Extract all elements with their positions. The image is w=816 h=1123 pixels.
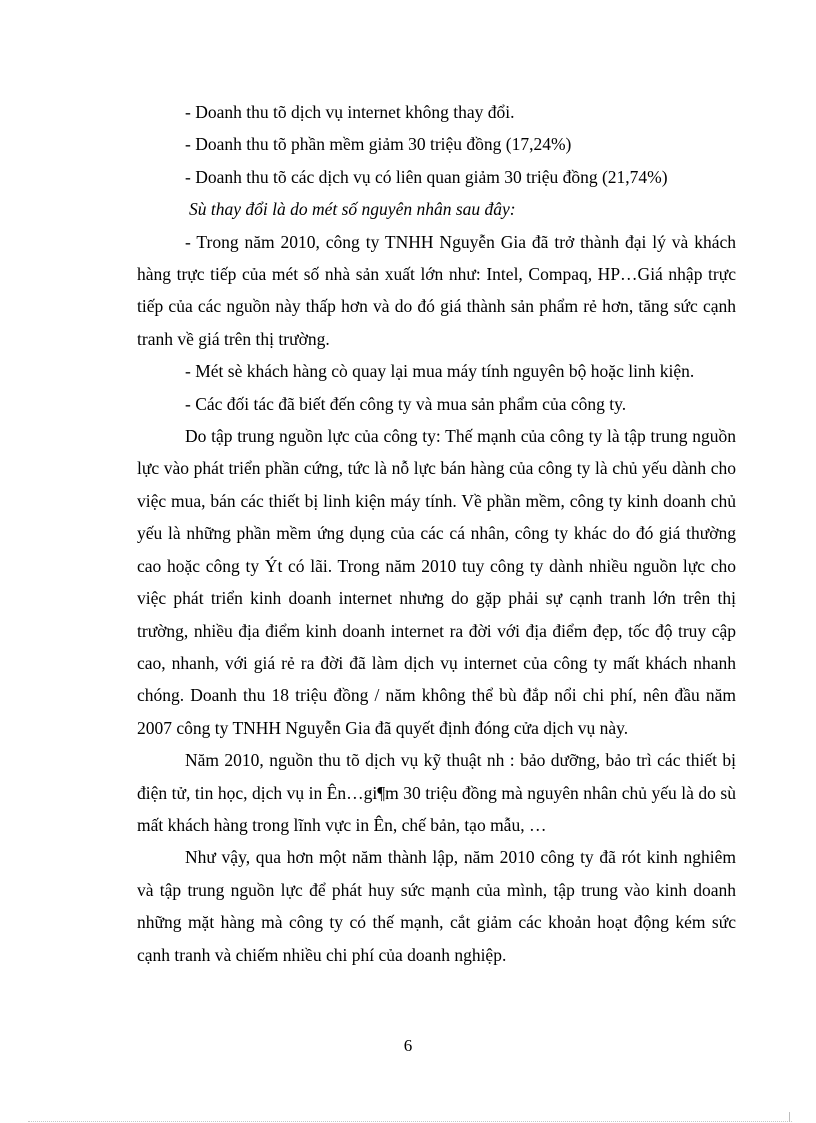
- page-corner-mark: [789, 1112, 800, 1122]
- bullet-software-revenue: - Doanh thu tõ phần mềm giảm 30 triệu đồng (17,24%): [185, 134, 572, 155]
- page-number: 6: [403, 1036, 413, 1055]
- bullet-related-services-revenue: - Doanh thu tõ các dịch vụ có liên quan giảm 30 triệu đồng (21,74%): [185, 166, 668, 187]
- bullet-internet-revenue: - Doanh thu tõ dịch vụ internet không thay đổi.: [185, 102, 515, 122]
- causes-heading: Sù thay đổi là do mét số nguyên nhân sau đây:: [189, 199, 516, 220]
- bullet-distributor: - Trong năm 2010, công ty TNHH Nguyễn Gia đã trở thành đại lý và khách hàng trực tiếp của mét số nhà sản xuất lớn như: Intel, Compaq, HP…Giá nhập trực tiếp của các nguồn này thấp hơn và do đó giá thành sản phẩm rẻ hơn, tăng sức cạnh tranh về giá trên thị trường.: [137, 231, 736, 349]
- paragraph-resource-focus: Do tập trung nguồn lực của công ty: Thế mạnh của công ty là tập trung nguồn lực vào phát triển phần cứng, tức là nỗ lực bán hàng của công ty là chủ yếu dành cho việc mua, bán các thiết bị linh kiện máy tính. Về phần mềm, công ty kinh doanh chủ yếu là những phần mềm ứng dụng của các cá nhân, công ty khác do đó giá thường cao hoặc công ty Ýt có lãi. Trong năm 2010 tuy công ty dành nhiều nguồn lực cho việc phát triển kinh doanh internet nhưng do gặp phải sự cạnh tranh lớn trên thị trường, nhiều địa điểm kinh doanh internet ra đời với địa điểm đẹp, tốc độ truy cập cao, nhanh, với giá rẻ ra đời đã làm dịch vụ internet của công ty mất khách nhanh chóng. Doanh thu 18 triệu đồng / năm không thể bù đắp nổi chi phí, nên đầu năm 2007 công ty TNHH Nguyễn Gia đã quyết định đóng cửa dịch vụ này.: [137, 426, 736, 738]
- bullet-returning-customers: - Mét sè khách hàng cò quay lại mua máy tính nguyên bộ hoặc linh kiện.: [185, 361, 695, 382]
- bullet-partners: - Các đối tác đã biết đến công ty và mua sản phẩm của công ty.: [185, 393, 627, 414]
- paragraph-conclusion: Như vậy, qua hơn một năm thành lập, năm 2010 công ty đã rót kinh nghiêm và tập trung nguồn lực để phát huy sức mạnh của mình, tập trung vào kinh doanh những mặt hàng mà công ty có thế mạnh, cắt giảm các khoản hoạt động kém sức cạnh tranh và chiếm nhiều chi phí của doanh nghiệp.: [137, 847, 736, 965]
- page-bottom-rule: [28, 1121, 792, 1122]
- body-text: [137, 96, 736, 971]
- paragraph-technical-services: Năm 2010, nguồn thu tõ dịch vụ kỹ thuật nh : bảo dưỡng, bảo trì các thiết bị điện tử, tin học, dịch vụ in Ên…gi¶m 30 triệu đồng mà nguyên nhân chủ yếu là do sù mất khách hàng trong lĩnh vực in Ên, chế bản, tạo mẫu, …: [137, 750, 736, 835]
